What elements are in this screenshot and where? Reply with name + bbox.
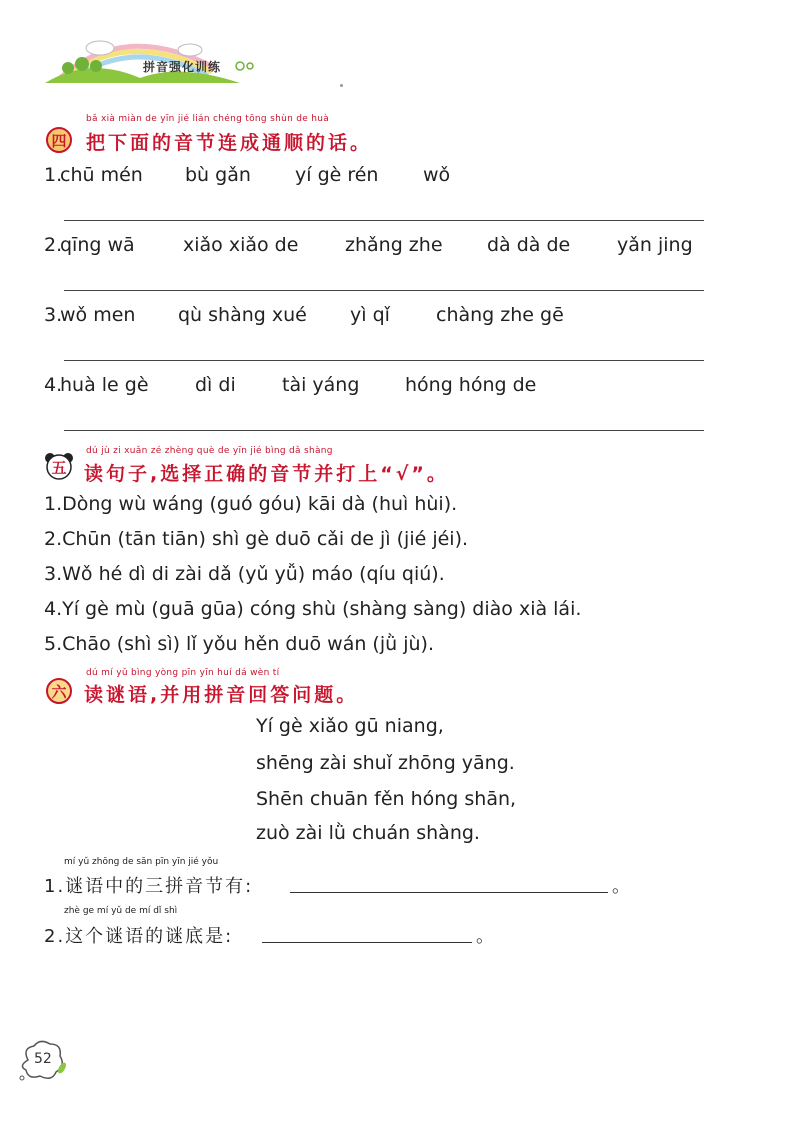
section5-pinyin: dú jù zi xuǎn zé zhèng què de yīn jié bìng dǎ shàng — [86, 446, 333, 456]
question2-period: 。 — [476, 926, 496, 947]
question2-pinyin: zhè ge mí yǔ de mí dǐ shì — [64, 906, 178, 916]
item4-2-number: 2. — [44, 234, 63, 256]
item4-3-word: chàng zhe gē — [436, 304, 564, 326]
section4-title: 把下面的音节连成通顺的话。 — [86, 132, 373, 154]
answer-line[interactable] — [64, 430, 704, 431]
answer-line[interactable] — [64, 290, 704, 291]
section6-pinyin: dú mí yǔ bìng yòng pīn yīn huí dá wèn tí — [86, 668, 280, 678]
item4-1-word: wǒ — [423, 164, 451, 186]
item4-3-word: yì qǐ — [350, 304, 390, 326]
answer-line[interactable] — [64, 360, 704, 361]
item4-4-word: huà le gè — [60, 374, 149, 396]
speck — [340, 84, 343, 87]
item4-4-word: hóng hóng de — [405, 374, 537, 396]
riddle-line: shēng zài shuǐ zhōng yāng. — [256, 752, 515, 774]
riddle-line: zuò zài lǜ chuán shàng. — [256, 822, 480, 844]
section5-title: 读句子,选择正确的音节并打上“√”。 — [84, 463, 449, 485]
item4-1-word: bù gǎn — [185, 164, 251, 186]
choice-sentence[interactable]: 2.Chūn (tān tiān) shì gè duō cǎi de jì (jié jéi). — [44, 528, 469, 550]
question2-text: 2.这个谜语的谜底是: — [44, 926, 234, 947]
answer-blank-1[interactable] — [290, 892, 608, 893]
item4-2-word: zhǎng zhe — [345, 234, 443, 256]
section5-badge: 五 — [51, 458, 67, 477]
item4-2-word: yǎn jing — [617, 234, 693, 256]
item4-4-word: tài yáng — [282, 374, 360, 396]
answer-line[interactable] — [64, 220, 704, 221]
choice-sentence[interactable]: 1.Dòng wù wáng (guó góu) kāi dà (huì hùi). — [44, 493, 458, 515]
item4-4-word: dì di — [195, 374, 236, 396]
section6-title: 读谜语,并用拼音回答问题。 — [84, 684, 359, 706]
section6-badge: 六 — [46, 678, 72, 704]
answer-blank-2[interactable] — [262, 942, 472, 943]
question1-period: 。 — [612, 876, 632, 897]
section4-badge: 四 — [46, 127, 72, 153]
series-title: 拼音强化训练 — [143, 60, 222, 74]
riddle-line: Shēn chuān fěn hóng shān, — [256, 788, 517, 810]
choice-sentence[interactable]: 5.Chāo (shì sì) lǐ yǒu hěn duō wán (jǜ jù). — [44, 633, 434, 655]
item4-1-word: chū mén — [60, 164, 143, 186]
choice-sentence[interactable]: 3.Wǒ hé dì di zài dǎ (yǔ yǚ) máo (qíu qiú). — [44, 563, 445, 585]
item4-2-word: dà dà de — [487, 234, 571, 256]
section4-pinyin: bǎ xià miàn de yīn jié lián chéng tōng shùn de huà — [86, 114, 330, 124]
item4-2-word: xiǎo xiǎo de — [183, 234, 299, 256]
choice-sentence[interactable]: 4.Yí gè mù (guā gūa) cóng shù (shàng sàng) diào xià lái. — [44, 598, 582, 620]
item4-3-word: wǒ men — [60, 304, 136, 326]
question1-pinyin: mí yǔ zhōng de sān pīn yīn jié yǒu — [64, 857, 219, 867]
item4-1-number: 1. — [44, 164, 63, 186]
item4-1-word: yí gè rén — [295, 164, 379, 186]
item4-4-number: 4. — [44, 374, 63, 396]
item4-3-number: 3. — [44, 304, 63, 326]
page-number: 52 — [34, 1051, 52, 1067]
question1-text: 1.谜语中的三拼音节有: — [44, 876, 254, 897]
riddle-line: Yí gè xiǎo gū niang, — [256, 715, 444, 737]
item4-2-word: qīng wā — [60, 234, 135, 256]
item4-3-word: qù shàng xué — [178, 304, 307, 326]
